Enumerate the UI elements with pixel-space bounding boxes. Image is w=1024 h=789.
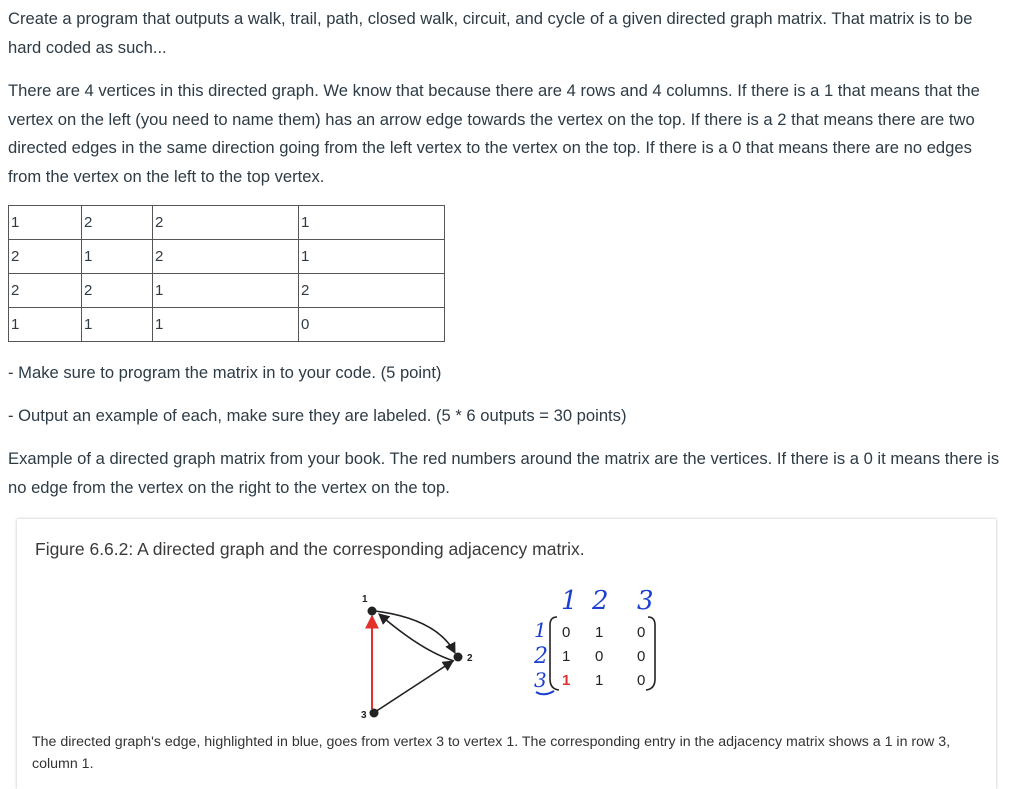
figure-panel (17, 519, 996, 789)
hand-col-label-1: 1 (561, 586, 578, 616)
edge-3-to-2 (375, 661, 453, 712)
hand-row-label-1: 1 (534, 618, 547, 642)
matrix-cell: 1 (9, 206, 82, 240)
matrix-cell: 1 (82, 240, 153, 274)
adj-cell: 1 (562, 648, 571, 665)
adj-cell: 0 (637, 624, 646, 641)
matrix-cell: 2 (9, 240, 82, 274)
matrix-cell: 0 (299, 308, 445, 342)
matrix-cell: 2 (82, 274, 153, 308)
directed-graph (361, 594, 473, 721)
vertex-label-2: 2 (467, 653, 473, 664)
intro-paragraph-1: Create a program that outputs a walk, trail, path, closed walk, circuit, and cycle of a given directed graph matrix. That matrix is to be hard coded as such... (8, 9, 973, 57)
matrix-cell: 1 (153, 274, 299, 308)
adjacency-matrix (550, 617, 655, 690)
adj-cell: 1 (595, 624, 604, 641)
matrix-cell: 2 (82, 206, 153, 240)
adj-cell: 1 (595, 672, 604, 689)
matrix-cell: 2 (153, 206, 299, 240)
edge-1-to-2 (375, 611, 455, 653)
matrix-right-bracket (646, 617, 655, 690)
requirement-bullet-1: - Make sure to program the matrix in to your code. (5 point) (8, 363, 442, 382)
adj-cell: 0 (595, 648, 604, 665)
hand-col-label-3: 3 (637, 586, 654, 616)
intro-paragraph-2: There are 4 vertices in this directed graph. We know that because there are 4 rows and 4 columns. If there is a 1 that means that the vertex on the left (you need to name them) has an arrow edge towards the vertex on the top. If there is a 2 that means there are two directed edges in the same direction going from the left vertex to the vertex on the top. If there is a 0 that means there are no edges from the vertex on the left to the top vertex. (8, 81, 980, 186)
requirement-bullet-2: - Output an example of each, make sure they are labeled. (5 * 6 outputs = 30 points) (8, 406, 627, 425)
table-row (9, 240, 445, 274)
adj-cell: 0 (562, 624, 571, 641)
vertex-label-1: 1 (362, 594, 368, 605)
hand-row-label-2: 2 (534, 644, 548, 669)
table-row (9, 274, 445, 308)
matrix-left-bracket (550, 617, 559, 690)
example-paragraph: Example of a directed graph matrix from your book. The red numbers around the matrix are the vertices. If there is a 0 it means there is no edge from the vertex on the right to the vertex on the top. (8, 449, 1000, 497)
figure-graphic (17, 519, 996, 729)
matrix-cell: 1 (299, 206, 445, 240)
input-matrix-table (8, 205, 445, 342)
hand-row-label-3: 3 (534, 668, 547, 692)
adj-cell: 0 (637, 672, 646, 689)
figure-title: Figure 6.6.2: A directed graph and the corresponding adjacency matrix. (35, 539, 585, 559)
matrix-cell: 2 (9, 274, 82, 308)
matrix-cell: 1 (82, 308, 153, 342)
vertex-3 (370, 709, 379, 718)
vertex-1 (368, 607, 377, 616)
figure-caption: The directed graph's edge, highlighted in blue, goes from vertex 3 to vertex 1. The corresponding entry in the adjacency matrix shows a 1 in row 3, column 1. (32, 734, 951, 772)
matrix-cell: 1 (9, 308, 82, 342)
matrix-cell: 1 (299, 240, 445, 274)
adj-cell: 0 (637, 648, 646, 665)
matrix-cell: 2 (299, 274, 445, 308)
table-row (9, 308, 445, 342)
vertex-label-3: 3 (361, 710, 367, 721)
hand-col-label-2: 2 (592, 586, 609, 616)
matrix-cell: 2 (153, 240, 299, 274)
vertex-2 (454, 653, 463, 662)
handwritten-labels (533, 586, 654, 694)
matrix-cell: 1 (153, 308, 299, 342)
adj-cell-highlighted: 1 (562, 672, 571, 689)
table-row (9, 206, 445, 240)
